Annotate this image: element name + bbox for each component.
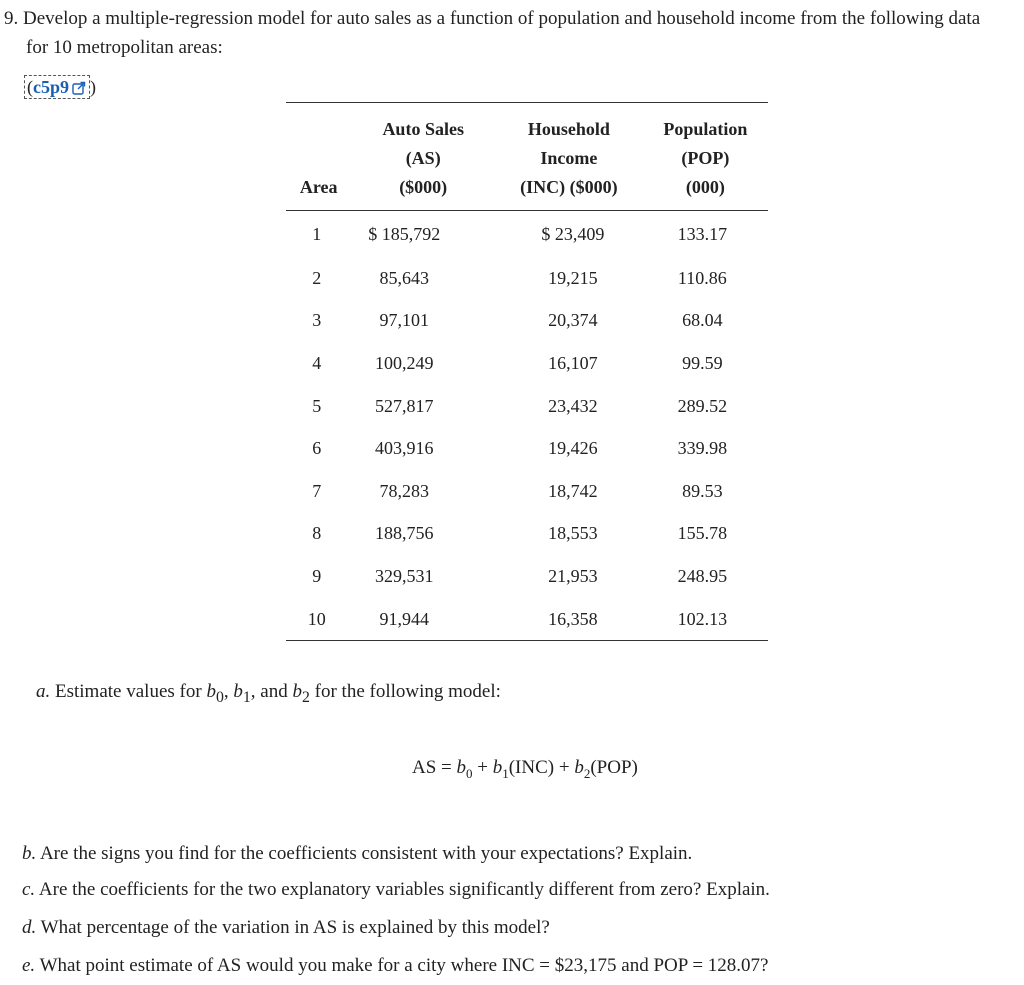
cell-income: 18,742 — [548, 480, 598, 501]
header-area — [286, 103, 351, 211]
cell-auto-sales: 78,283 — [379, 480, 429, 501]
table-header-row — [286, 103, 768, 211]
cell-income: $ 23,409 — [541, 223, 605, 244]
part-a-b2: b — [292, 681, 302, 702]
part-d-text: What percentage of the variation in AS is explained by this model? — [40, 917, 550, 938]
cell-income: 19,215 — [548, 267, 598, 288]
table-row — [286, 257, 768, 300]
cell-income: 18,553 — [548, 523, 598, 544]
question-number: 9. — [4, 8, 19, 29]
open-paren: ( — [27, 77, 33, 97]
table-row — [286, 385, 768, 428]
part-e — [22, 952, 769, 980]
cell-area: 5 — [312, 395, 322, 416]
part-a-sub0: 0 — [215, 688, 224, 706]
table-row — [286, 470, 768, 513]
header-population-l2: (POP) — [681, 148, 730, 168]
header-auto-sales-l1: Auto Sales — [382, 119, 464, 139]
cell-income: 16,107 — [548, 352, 598, 373]
cell-area: 4 — [312, 352, 322, 373]
cell-auto-sales: 91,944 — [351, 598, 495, 641]
part-d-label: d. — [22, 917, 37, 938]
cell-auto-sales: 329,531 — [374, 565, 434, 586]
table-row — [286, 342, 768, 385]
eq-b1: b — [492, 757, 503, 778]
part-a-text-pre: Estimate values for — [55, 681, 207, 702]
data-file-link-box[interactable] — [24, 75, 90, 99]
cell-population: 248.95 — [677, 565, 728, 586]
table-row — [286, 598, 768, 641]
cell-area: 10 — [286, 598, 351, 641]
eq-sub0: 0 — [466, 765, 473, 781]
part-a-sub1: 1 — [242, 688, 251, 706]
cell-area: 8 — [312, 523, 322, 544]
part-c-label: c. — [22, 879, 36, 900]
part-c — [22, 876, 770, 904]
header-population-l1: Population — [663, 119, 748, 139]
header-income-l1: Household — [527, 119, 610, 139]
cell-area: 1 — [312, 223, 322, 244]
cell-auto-sales: 403,916 — [374, 438, 434, 459]
cell-income: 16,358 — [495, 598, 643, 641]
cell-area: 2 — [312, 267, 322, 288]
data-table — [286, 102, 768, 641]
part-a-sep2: , and — [250, 681, 293, 702]
cell-auto-sales: 97,101 — [379, 310, 429, 331]
cell-area: 6 — [312, 438, 322, 459]
part-e-label: e. — [22, 955, 36, 976]
eq-sub2: 2 — [583, 765, 591, 781]
cell-area: 9 — [312, 565, 322, 586]
question-line-1: Develop a multiple-regression model for auto sales as a function of population and household income from the following data — [23, 8, 981, 29]
cell-population: 89.53 — [682, 480, 723, 501]
regression-equation — [412, 754, 638, 788]
cell-auto-sales: 527,817 — [374, 395, 434, 416]
cell-population: 289.52 — [677, 395, 728, 416]
eq-term2: (POP) — [590, 757, 638, 778]
header-auto-sales — [351, 103, 495, 211]
eq-b2: b — [574, 757, 584, 778]
close-paren: ) — [90, 77, 96, 97]
table-row — [286, 555, 768, 598]
cell-auto-sales: 85,643 — [379, 267, 429, 288]
cell-population: 110.86 — [677, 267, 727, 288]
header-population-l3: (000) — [685, 177, 725, 197]
cell-population: 155.78 — [677, 523, 728, 544]
cell-area: 3 — [312, 310, 322, 331]
part-a-sub2: 2 — [301, 688, 310, 706]
header-auto-sales-l2: (AS) — [405, 148, 441, 168]
part-b-label: b. — [22, 843, 37, 864]
part-a-text-post: for the following model: — [309, 681, 501, 702]
cell-income: 21,953 — [548, 565, 598, 586]
cell-population: 339.98 — [677, 438, 728, 459]
cell-auto-sales: 100,249 — [374, 352, 434, 373]
cell-area: 7 — [312, 480, 322, 501]
header-income-l3: (INC) ($000) — [520, 177, 618, 197]
header-area-label: Area — [299, 177, 338, 197]
header-household-income — [495, 103, 643, 211]
eq-lhs: AS = — [412, 757, 457, 778]
part-a — [36, 678, 501, 712]
part-c-text: Are the coefficients for the two explanatory variables significantly different from zero? Explain. — [38, 879, 770, 900]
part-a-sep1: , — [223, 681, 234, 702]
cell-income: 19,426 — [548, 438, 598, 459]
header-auto-sales-l3: ($000) — [399, 177, 448, 197]
cell-auto-sales: 188,756 — [374, 523, 434, 544]
question-text — [4, 4, 1020, 62]
part-a-label: a. — [36, 681, 51, 702]
part-b — [22, 840, 692, 868]
header-population — [643, 103, 768, 211]
table-row — [286, 427, 768, 470]
eq-term1: (INC) + — [508, 757, 575, 778]
cell-income: 20,374 — [548, 310, 598, 331]
external-link-icon[interactable] — [72, 81, 86, 95]
eq-sub1: 1 — [502, 765, 509, 781]
cell-auto-sales: $ 185,792 — [368, 223, 441, 244]
table-row — [286, 513, 768, 556]
header-income-l2: Income — [540, 148, 598, 168]
part-d — [22, 914, 550, 942]
cell-population: 102.13 — [643, 598, 768, 641]
part-b-text: Are the signs you find for the coefficients consistent with your expectations? Explain. — [39, 843, 693, 864]
cell-income: 23,432 — [548, 395, 598, 416]
table-row — [286, 211, 768, 258]
table-row — [286, 300, 768, 343]
data-file-name[interactable]: c5p9 — [33, 77, 69, 97]
eq-b0: b — [456, 757, 467, 778]
cell-population: 133.17 — [677, 223, 728, 244]
question-line-2: for 10 metropolitan areas: — [26, 37, 223, 58]
eq-plus1: + — [472, 757, 493, 778]
part-a-b1: b — [233, 681, 243, 702]
part-e-text: What point estimate of AS would you make for a city where INC = $23,175 and POP = 128.07? — [39, 955, 769, 976]
data-file-link[interactable] — [24, 74, 96, 100]
cell-population: 99.59 — [682, 352, 723, 373]
cell-population: 68.04 — [682, 310, 723, 331]
part-a-b0: b — [206, 681, 216, 702]
